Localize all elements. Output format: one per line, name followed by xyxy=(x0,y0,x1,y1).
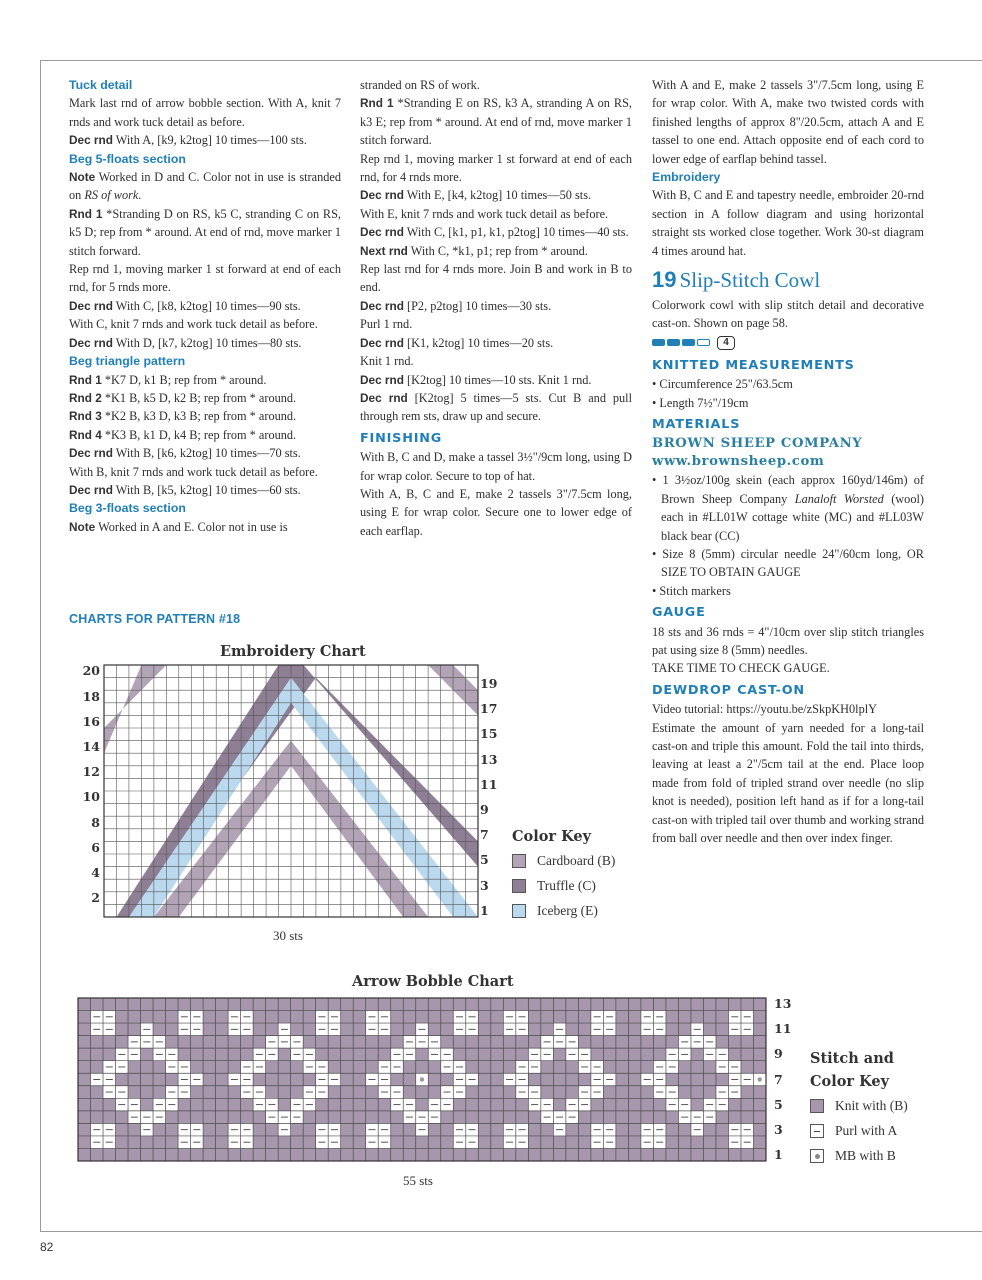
instruction-line: Dec rnd With C, [k8, k2tog] 10 times—90 sts. xyxy=(69,298,301,313)
row-label: 1 xyxy=(774,1146,783,1162)
instruction-label: Rnd 1 xyxy=(69,206,103,221)
page-frame-bottom xyxy=(40,1231,982,1232)
row-label: 16 xyxy=(82,713,100,729)
section-heading: Beg 5-floats section xyxy=(69,151,186,166)
row-label: 1 xyxy=(480,902,489,918)
instruction-line: Note Worked in D and C. Color not in use is stranded on RS of work. xyxy=(69,170,341,203)
instruction-line: Dec rnd [K2tog] 5 times—5 sts. Cut B and pull through rem sts, draw up and secure. xyxy=(360,390,632,424)
cast-on-heading: DEWDROP CAST-ON xyxy=(652,682,805,698)
instruction-line: Rnd 2 *K1 B, k5 D, k2 B; rep from * around. xyxy=(69,390,297,405)
materials-needle: • Size 8 (5mm) circular needle 24"/60cm long, OR SIZE TO OBTAIN GAUGE xyxy=(652,546,924,580)
gauge-note: TAKE TIME TO CHECK GAUGE. xyxy=(652,661,830,676)
stitch-key-title: Stitch and Color Key xyxy=(810,1050,894,1090)
paragraph: With A and E, make 2 tassels 3"/7.5cm long, using E for wrap color. With A, make two twisted cords with finished lengths of approx 8"/20.5cm, attach A and E tassel to one end. Attach opposite end of each cord to lower edge of earflap behind tassel. xyxy=(652,78,924,166)
row-label: 5 xyxy=(774,1096,783,1112)
instruction-label: Dec rnd xyxy=(360,225,404,240)
row-label: 2 xyxy=(91,890,100,906)
instruction-label: Dec rnd xyxy=(69,335,113,350)
instruction-line: Rnd 3 *K2 B, k3 D, k3 B; rep from * around. xyxy=(69,409,297,424)
instruction-label: Dec rnd xyxy=(360,335,404,350)
row-label: 13 xyxy=(480,751,498,767)
company-name: BROWN SHEEP COMPANY xyxy=(652,435,863,451)
arrow-bobble-chart-grid xyxy=(78,998,766,1161)
gauge-heading: GAUGE xyxy=(652,605,706,621)
row-label: 7 xyxy=(480,827,489,843)
pattern-19-description: Colorwork cowl with slip stitch detail and decorative cast-on. Shown on page 58. xyxy=(652,298,924,331)
paragraph: With B, knit 7 rnds and work tuck detail as before. xyxy=(69,464,318,479)
row-label: 20 xyxy=(82,663,100,679)
instruction-line: Dec rnd With B, [k5, k2tog] 10 times—60 sts. xyxy=(69,482,301,497)
measurement-item: • Circumference 25"/63.5cm xyxy=(652,377,793,392)
instruction-line: Dec rnd With D, [k7, k2tog] 10 times—80 sts. xyxy=(69,335,302,350)
instruction-line: Dec rnd [K1, k2tog] 10 times—20 sts. xyxy=(360,335,554,350)
text-column-2 xyxy=(360,76,632,540)
charts-heading: CHARTS FOR PATTERN #18 xyxy=(69,612,241,626)
text-column-1 xyxy=(69,76,341,536)
measurement-item: • Length 7½"/19cm xyxy=(652,395,749,410)
page-number: 82 xyxy=(40,1240,54,1254)
row-label: 9 xyxy=(480,801,489,817)
color-key-title: Color Key xyxy=(512,828,592,845)
page-frame-top xyxy=(40,60,982,61)
paragraph: stranded on RS of work. xyxy=(360,78,480,92)
page-frame-left xyxy=(40,60,41,1232)
paragraph: Rep rnd 1, moving marker 1 st forward at end of each rnd, for 4 rnds more. xyxy=(360,151,632,185)
text-column-3 xyxy=(652,76,924,847)
paragraph: Knit 1 rnd. xyxy=(360,354,414,369)
instruction-label: Rnd 1 xyxy=(69,372,102,387)
row-label: 3 xyxy=(774,1121,783,1137)
stitch-key-knit: Knit with (B) xyxy=(810,1097,908,1115)
row-label: 6 xyxy=(91,839,100,855)
row-label: 8 xyxy=(91,814,100,830)
instruction-label: Dec rnd xyxy=(69,298,113,313)
row-label: 15 xyxy=(480,726,498,742)
knitted-measurements-heading: KNITTED MEASUREMENTS xyxy=(652,357,855,373)
embroidery-stitch-count: 30 sts xyxy=(273,928,303,943)
materials-markers: • Stitch markers xyxy=(652,583,731,598)
row-label: 11 xyxy=(480,776,498,792)
bobble-dot xyxy=(420,1077,424,1081)
bobble-dot-icon xyxy=(815,1154,820,1159)
instruction-line: Dec rnd With B, [k6, k2tog] 10 times—70 sts. xyxy=(69,446,301,461)
skill-bar-icon xyxy=(667,339,680,346)
row-label: 17 xyxy=(480,701,498,717)
embroidery-chart-grid xyxy=(104,665,478,917)
instruction-label: Dec rnd xyxy=(69,446,113,461)
instruction-line: Note Worked in A and E. Color not in use is xyxy=(69,519,288,534)
section-heading: Tuck detail xyxy=(69,78,133,92)
arrow-stitch-count: 55 sts xyxy=(403,1173,433,1188)
paragraph: With C, knit 7 rnds and work tuck detail as before. xyxy=(69,317,318,332)
row-label: 7 xyxy=(774,1071,783,1087)
embroidery-chart-title: Embroidery Chart xyxy=(220,643,366,660)
arrow-bobble-chart-title: Arrow Bobble Chart xyxy=(352,973,514,990)
instruction-label: Next rnd xyxy=(360,243,408,258)
row-label: 5 xyxy=(480,852,489,868)
row-label: 9 xyxy=(774,1046,783,1062)
instruction-label: Dec rnd xyxy=(360,372,404,387)
instruction-label: Rnd 1 xyxy=(360,96,394,111)
instruction-label: Dec rnd xyxy=(360,188,404,203)
section-heading: Beg triangle pattern xyxy=(69,354,186,369)
company-website: www.brownsheep.com xyxy=(652,453,825,469)
instruction-label: Rnd 3 xyxy=(69,409,102,424)
paragraph: With E, knit 7 rnds and work tuck detail as before. xyxy=(360,206,609,221)
row-label: 13 xyxy=(774,996,792,1012)
video-tutorial-link: Video tutorial: https://youtu.be/zSkpKH0lplY xyxy=(652,702,878,717)
row-label: 3 xyxy=(480,877,489,893)
cast-on-text: Estimate the amount of yarn needed for a long-tail cast-on and triple this amount. Fold the tail into thirds, leaving at least a 2"/5cm tail at the end. Place loop made from fold of tripled strand over needle (no slip knot is needed), position left hand as if for a long-tail cast-on with tripled tail over thumb and working strand from ball over needle and then over index finger. xyxy=(652,720,924,846)
instruction-line: Rnd 1 *Stranding D on RS, k5 C, stranding C on RS, k5 D; rep from * around. At end of rnd, move marker 1 stitch forward. xyxy=(69,206,341,258)
knit-swatch-icon xyxy=(810,1099,824,1113)
skill-level-indicator xyxy=(652,333,924,353)
instruction-line: Dec rnd With A, [k9, k2tog] 10 times—100 sts. xyxy=(69,133,307,148)
color-key-cardboard: Cardboard (B) xyxy=(512,852,615,870)
section-heading: FINISHING xyxy=(360,430,443,446)
gauge-text: 18 sts and 36 rnds = 4"/10cm over slip stitch triangles pat using size 8 (5mm) needles. xyxy=(652,624,924,657)
row-label: 19 xyxy=(480,675,498,691)
instruction-line: Next rnd With C, *k1, p1; rep from * around. xyxy=(360,243,588,258)
section-heading: Embroidery xyxy=(652,170,721,185)
swatch-icon xyxy=(512,879,526,893)
pattern-19-title: 19 Slip-Stitch Cowl xyxy=(652,267,821,293)
yarn-weight-icon: 4 xyxy=(717,336,735,350)
section-heading: Beg 3-floats section xyxy=(69,501,186,516)
stitch-key-purl: Purl with A xyxy=(810,1122,897,1140)
paragraph: Purl 1 rnd. xyxy=(360,317,413,332)
paragraph: Mark last rnd of arrow bobble section. With A, knit 7 rnds and work tuck detail as before. xyxy=(69,96,341,129)
instruction-line: Dec rnd [P2, p2tog] 10 times—30 sts. xyxy=(360,298,552,313)
skill-bar-icon xyxy=(652,339,665,346)
instruction-label: Dec rnd xyxy=(69,133,113,148)
swatch-icon xyxy=(512,904,526,918)
row-label: 10 xyxy=(82,789,100,805)
embroidery-finishing-text xyxy=(652,76,924,260)
skill-bar-empty-icon xyxy=(697,339,710,346)
color-key-iceberg: Iceberg (E) xyxy=(512,902,598,920)
row-label: 4 xyxy=(91,864,100,880)
bobble-swatch-icon xyxy=(810,1149,824,1163)
skill-bar-icon xyxy=(682,339,695,346)
materials-heading: MATERIALS xyxy=(652,417,741,433)
instruction-label: Dec rnd xyxy=(69,482,113,497)
instruction-label: Rnd 2 xyxy=(69,390,102,405)
instruction-label: Dec rnd xyxy=(360,298,404,313)
swatch-icon xyxy=(512,854,526,868)
purl-dash-icon xyxy=(814,1131,820,1132)
row-label: 14 xyxy=(82,738,100,754)
paragraph: Rep last rnd for 4 rnds more. Join B and work in B to end. xyxy=(360,262,632,295)
paragraph: With B, C and E and tapestry needle, embroider 20-rnd section in A follow diagram and using horizontal straight sts worked close together. Work 30-st diagram 4 times around hat. xyxy=(652,188,924,258)
bobble-dot xyxy=(758,1077,762,1081)
instruction-label: Rnd 4 xyxy=(69,427,102,442)
purl-swatch-icon xyxy=(810,1124,824,1138)
paragraph: With B, C and D, make a tassel 3½"/9cm long, using D for wrap color. Secure to top of hat. xyxy=(360,450,632,483)
instruction-line: Dec rnd With C, [k1, p1, k1, p2tog] 10 times—40 sts. xyxy=(360,225,629,240)
instruction-line: Rnd 1 *Stranding E on RS, k3 A, stranding A on RS, k3 E; rep from * around. At end of rnd, move marker 1 stitch forward. xyxy=(360,96,632,148)
paragraph: Rep rnd 1, moving marker 1 st forward at end of each rnd, for 5 rnds more. xyxy=(69,262,341,295)
instruction-line: Dec rnd With E, [k4, k2tog] 10 times—50 sts. xyxy=(360,188,592,203)
instruction-line: Rnd 4 *K3 B, k1 D, k4 B; rep from * around. xyxy=(69,427,297,442)
instruction-label: Note xyxy=(69,170,96,185)
row-label: 12 xyxy=(82,764,100,780)
row-label: 11 xyxy=(774,1021,792,1037)
stitch-key-bobble: MB with B xyxy=(810,1147,896,1165)
paragraph: With A, B, C and E, make 2 tassels 3"/7.5cm long, using E for wrap color. Secure one to lower edge of each earflap. xyxy=(360,486,632,538)
color-key-truffle: Truffle (C) xyxy=(512,877,596,895)
instruction-line: Dec rnd [K2tog] 10 times—10 sts. Knit 1 rnd. xyxy=(360,372,592,387)
row-label: 18 xyxy=(82,688,100,704)
instruction-label: Note xyxy=(69,519,96,534)
instruction-line: Rnd 1 *K7 D, k1 B; rep from * around. xyxy=(69,372,267,387)
instruction-label: Dec rnd xyxy=(360,390,408,405)
materials-skein: • 1 3½oz/100g skein (each approx 160yd/146m) of Brown Sheep Company Lanaloft Worsted (wool) each in #LL01W cottage white (MC) and #LL03W black bear (CC) xyxy=(652,473,924,543)
